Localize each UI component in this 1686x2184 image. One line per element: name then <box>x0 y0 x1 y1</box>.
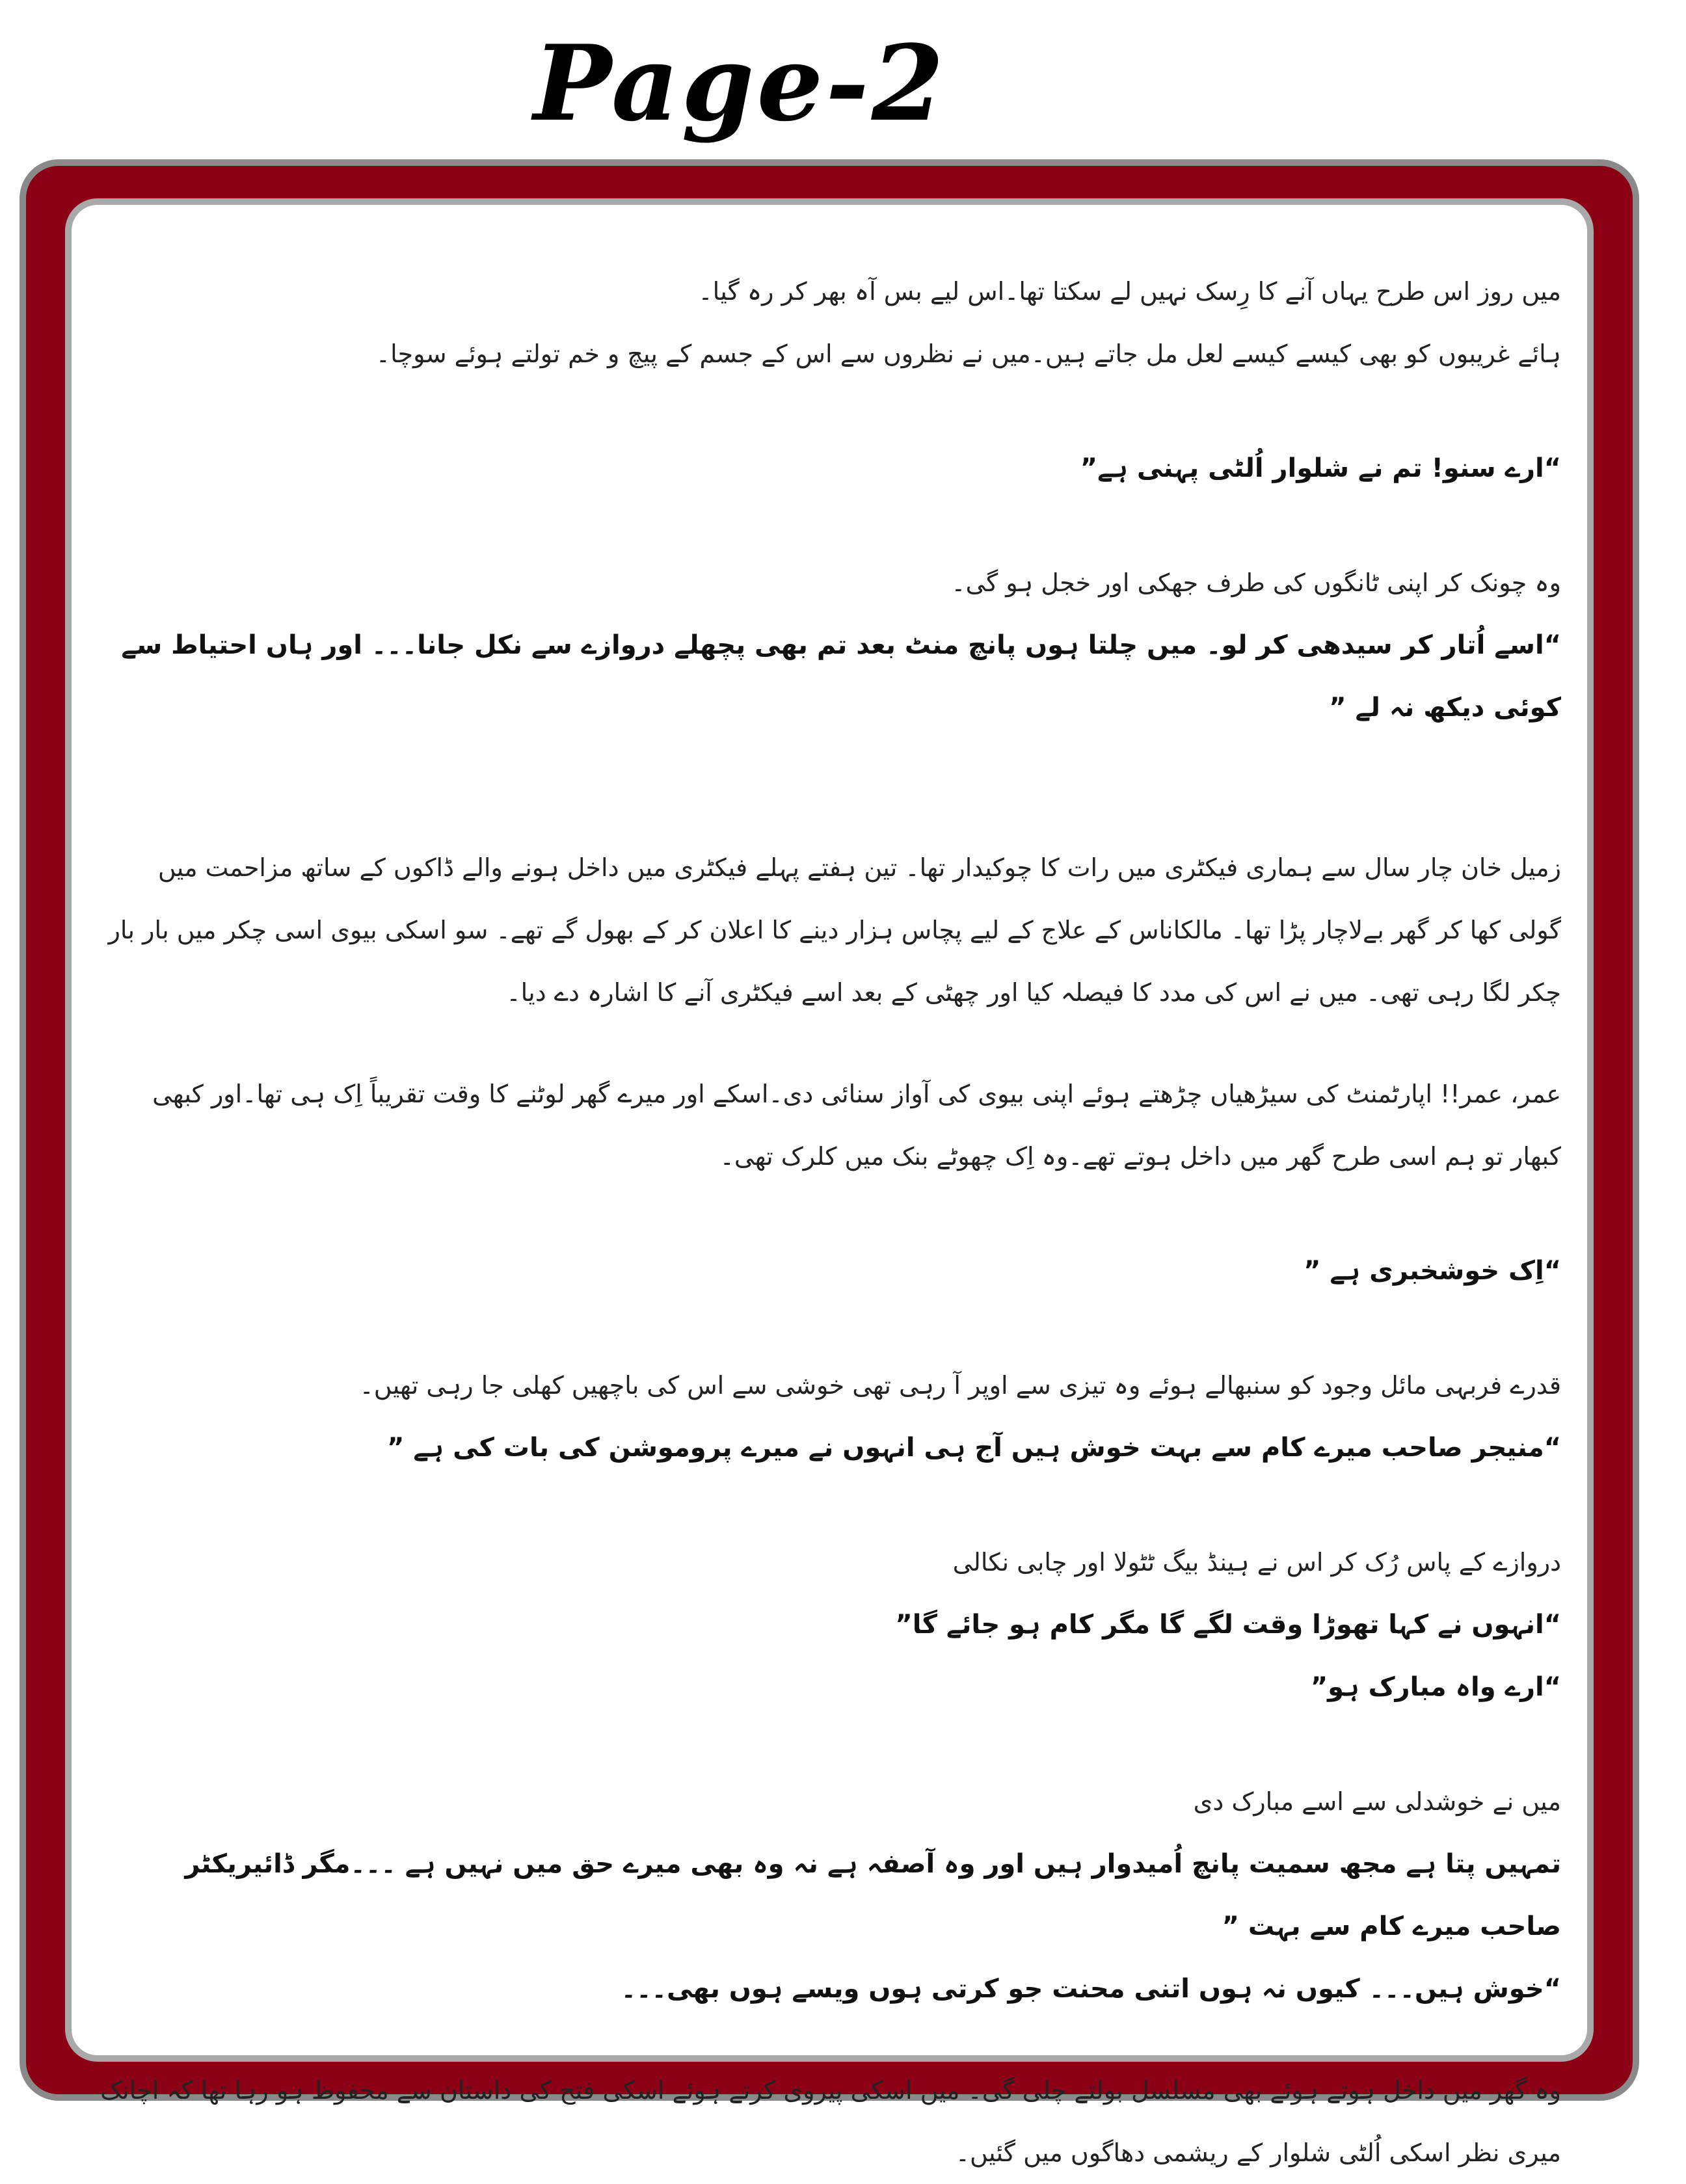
dialogue-line: “انہوں نے کہا تھوڑا وقت لگے گا مگر کام ہو جائے گا” <box>895 1610 1561 1640</box>
narration-line: ہائے غریبوں کو بھی کیسے کیسے لعل مل جاتے ہیں۔میں نے نظروں سے اس کے جسم کے پیچ و خم تولتے ہوئے سوچا۔ <box>375 340 1561 368</box>
dialogue-line: “اسے اُتار کر سیدھی کر لو۔ میں چلتا ہوں پانچ منٹ بعد تم بھی پچھلے دروازے سے نکل جانا۔۔۔ اور ہاں احتیاط سے کوئی دیکھ نہ لے ” <box>121 630 1561 723</box>
dialogue-line: “منیجر صاحب میرے کام سے بہت خوش ہیں آج ہی انہوں نے میرے پروموشن کی بات کی ہے ” <box>387 1433 1561 1463</box>
page-heading: Page-2 <box>533 22 947 144</box>
narration-line: میں نے خوشدلی سے اسے مبارک دی <box>1193 1787 1561 1816</box>
narration-line: قدرے فربہی مائل وجود کو سنبھالے ہوئے وہ تیزی سے اوپر آ رہی تھی خوشی سے اس کی باچھیں کھلی جا رہی تھیں۔ <box>359 1371 1561 1400</box>
narration-paragraph: زمیل خان چار سال سے ہماری فیکٹری میں رات کا چوکیدار تھا۔ تین ہفتے پہلے فیکٹری میں داخل ہونے والے ڈاکوں کے ساتھ مزاحمت میں گولی کھا کر گھر بےلاچار پڑا تھا۔ مالکاناس کے علاج کے لیے پچاس ہزار دینے کا اعلان کر کے بھول گے تھے۔ سو اسکی بیوی اسی چکر میں بار بار چکر لگا رہی تھی۔ میں نے اس کی مدد کا فیصلہ کیا اور چھٹی کے بعد اسے فیکٹری آنے کا اشارہ دے دیا۔ <box>108 853 1561 1007</box>
narration-paragraph: وہ گھر میں داخل ہوتے ہوئے بھی مسلسل بولتے چلی گی۔ میں اسکی پیروی کرتے ہوئے اسکی فتح کی داستان سے محفوظ ہو رہا تھا کہ اچانک میری نظر اسکی اُلٹی شلوار کے ریشمی دھاگوں میں گئیں۔ <box>100 2076 1561 2167</box>
narration-line: میں روز اس طرح یہاں آنے کا رِسک نہیں لے سکتا تھا۔اس لیے بس آہ بھر کر رہ گیا۔ <box>698 277 1561 306</box>
story-text <box>98 260 1561 2184</box>
dialogue-line: “ارے واہ مبارک ہو” <box>1310 1672 1561 1702</box>
narration-line: وہ چونک کر اپنی ٹانگوں کی طرف جھکی اور خجل ہو گی۔ <box>951 568 1561 597</box>
dialogue-line: “اِک خوشخبری ہے ” <box>1304 1256 1561 1286</box>
narration-paragraph: عمر، عمر!! اپارٹمنٹ کی سیڑھیاں چڑھتے ہوئے اپنی بیوی کی آواز سنائی دی۔اسکے اور میرے گھر لوٹنے کا وقت تقریباً اِک ہی تھا۔اور کبھی کبھار تو ہم اسی طرح گھر میں داخل ہوتے تھے۔وہ اِک چھوٹے بنک میں کلرک تھی۔ <box>152 1080 1561 1171</box>
narration-line: دروازے کے پاس رُک کر اس نے ہینڈ بیگ ٹٹولا اور چابی نکالی <box>952 1548 1561 1577</box>
dialogue-line: “ارے سنو! تم نے شلوار اُلٹی پہنی ہے” <box>1080 453 1561 483</box>
dialogue-line: “خوش ہیں۔۔۔ کیوں نہ ہوں اتنی محنت جو کرتی ہوں ویسے ہوں بھی۔۔۔ <box>621 1974 1561 2004</box>
dialogue-line: تمہیں پتا ہے مجھ سمیت پانچ اُمیدوار ہیں اور وہ آصفہ ہے نہ وہ بھی میرے حق میں نہیں ہے ۔۔۔مگر ڈائیریکٹر صاحب میرے کام سے بہت ” <box>185 1849 1561 1941</box>
